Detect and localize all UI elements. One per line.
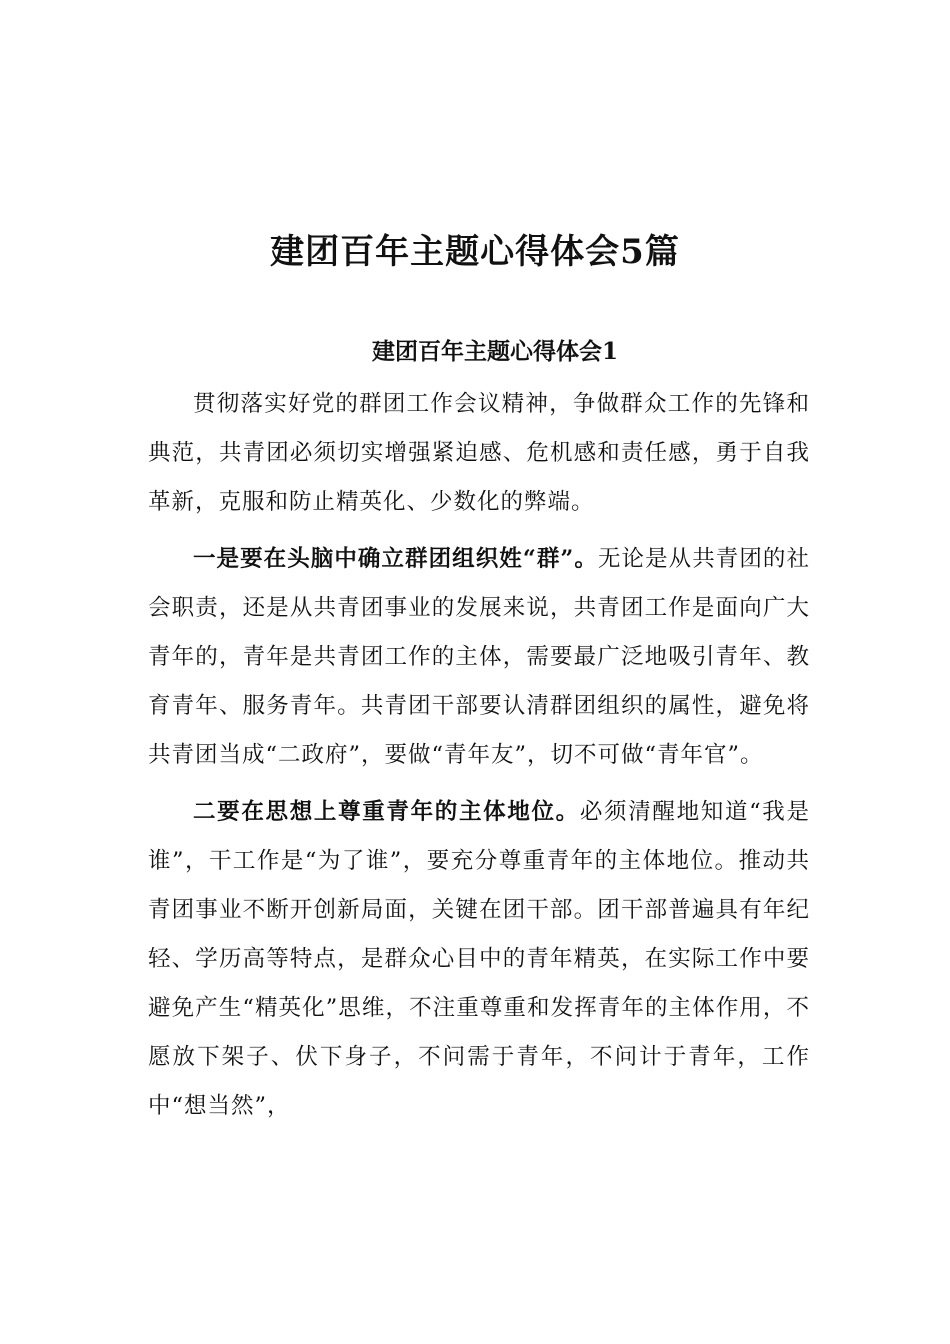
paragraph-2-lead: 一是要在头脑中确立群团组织姓“群”。 <box>193 546 598 572</box>
paragraph-3-text: 必须清醒地知道“我是谁”，干工作是“为了谁”，要充分尊重青年的主体地位。推动共青团事业不断开创新局面，关键在团干部。团干部普遍具有年纪轻、学历高等特点，是群众心目中的青年精英，在实际工作中要避免产生“精英化”思维，不注重尊重和发挥青年的主体作用，不愿放下架子、伏下身子，不问需于青年，不问计于青年，工作中“想当然”， <box>148 799 810 1119</box>
paragraph-2-text: 无论是从共青团的社会职责，还是从共青团事业的发展来说，共青团工作是面向广大青年的，青年是共青团工作的主体，需要最广泛地吸引青年、教育青年、服务青年。共青团干部要认清群团组织的属性，避免将共青团当成“二政府”，要做“青年友”，切不可做“青年官”。 <box>148 546 810 768</box>
paragraph-1 <box>148 380 810 527</box>
document-title: 建团百年主题心得体会5篇 <box>270 232 680 272</box>
paragraph-3-lead: 二要在思想上尊重青年的主体地位。 <box>193 799 580 825</box>
paragraph-1-text: 贯彻落实好党的群团工作会议精神，争做群众工作的先锋和典范，共青团必须切实增强紧迫感、危机感和责任感，勇于自我革新，克服和防止精英化、少数化的弊端。 <box>148 391 810 515</box>
paragraph-2 <box>148 535 810 780</box>
paragraph-3 <box>148 788 810 1131</box>
section-title: 建团百年主题心得体会1 <box>371 338 618 365</box>
document-body <box>148 380 810 1131</box>
